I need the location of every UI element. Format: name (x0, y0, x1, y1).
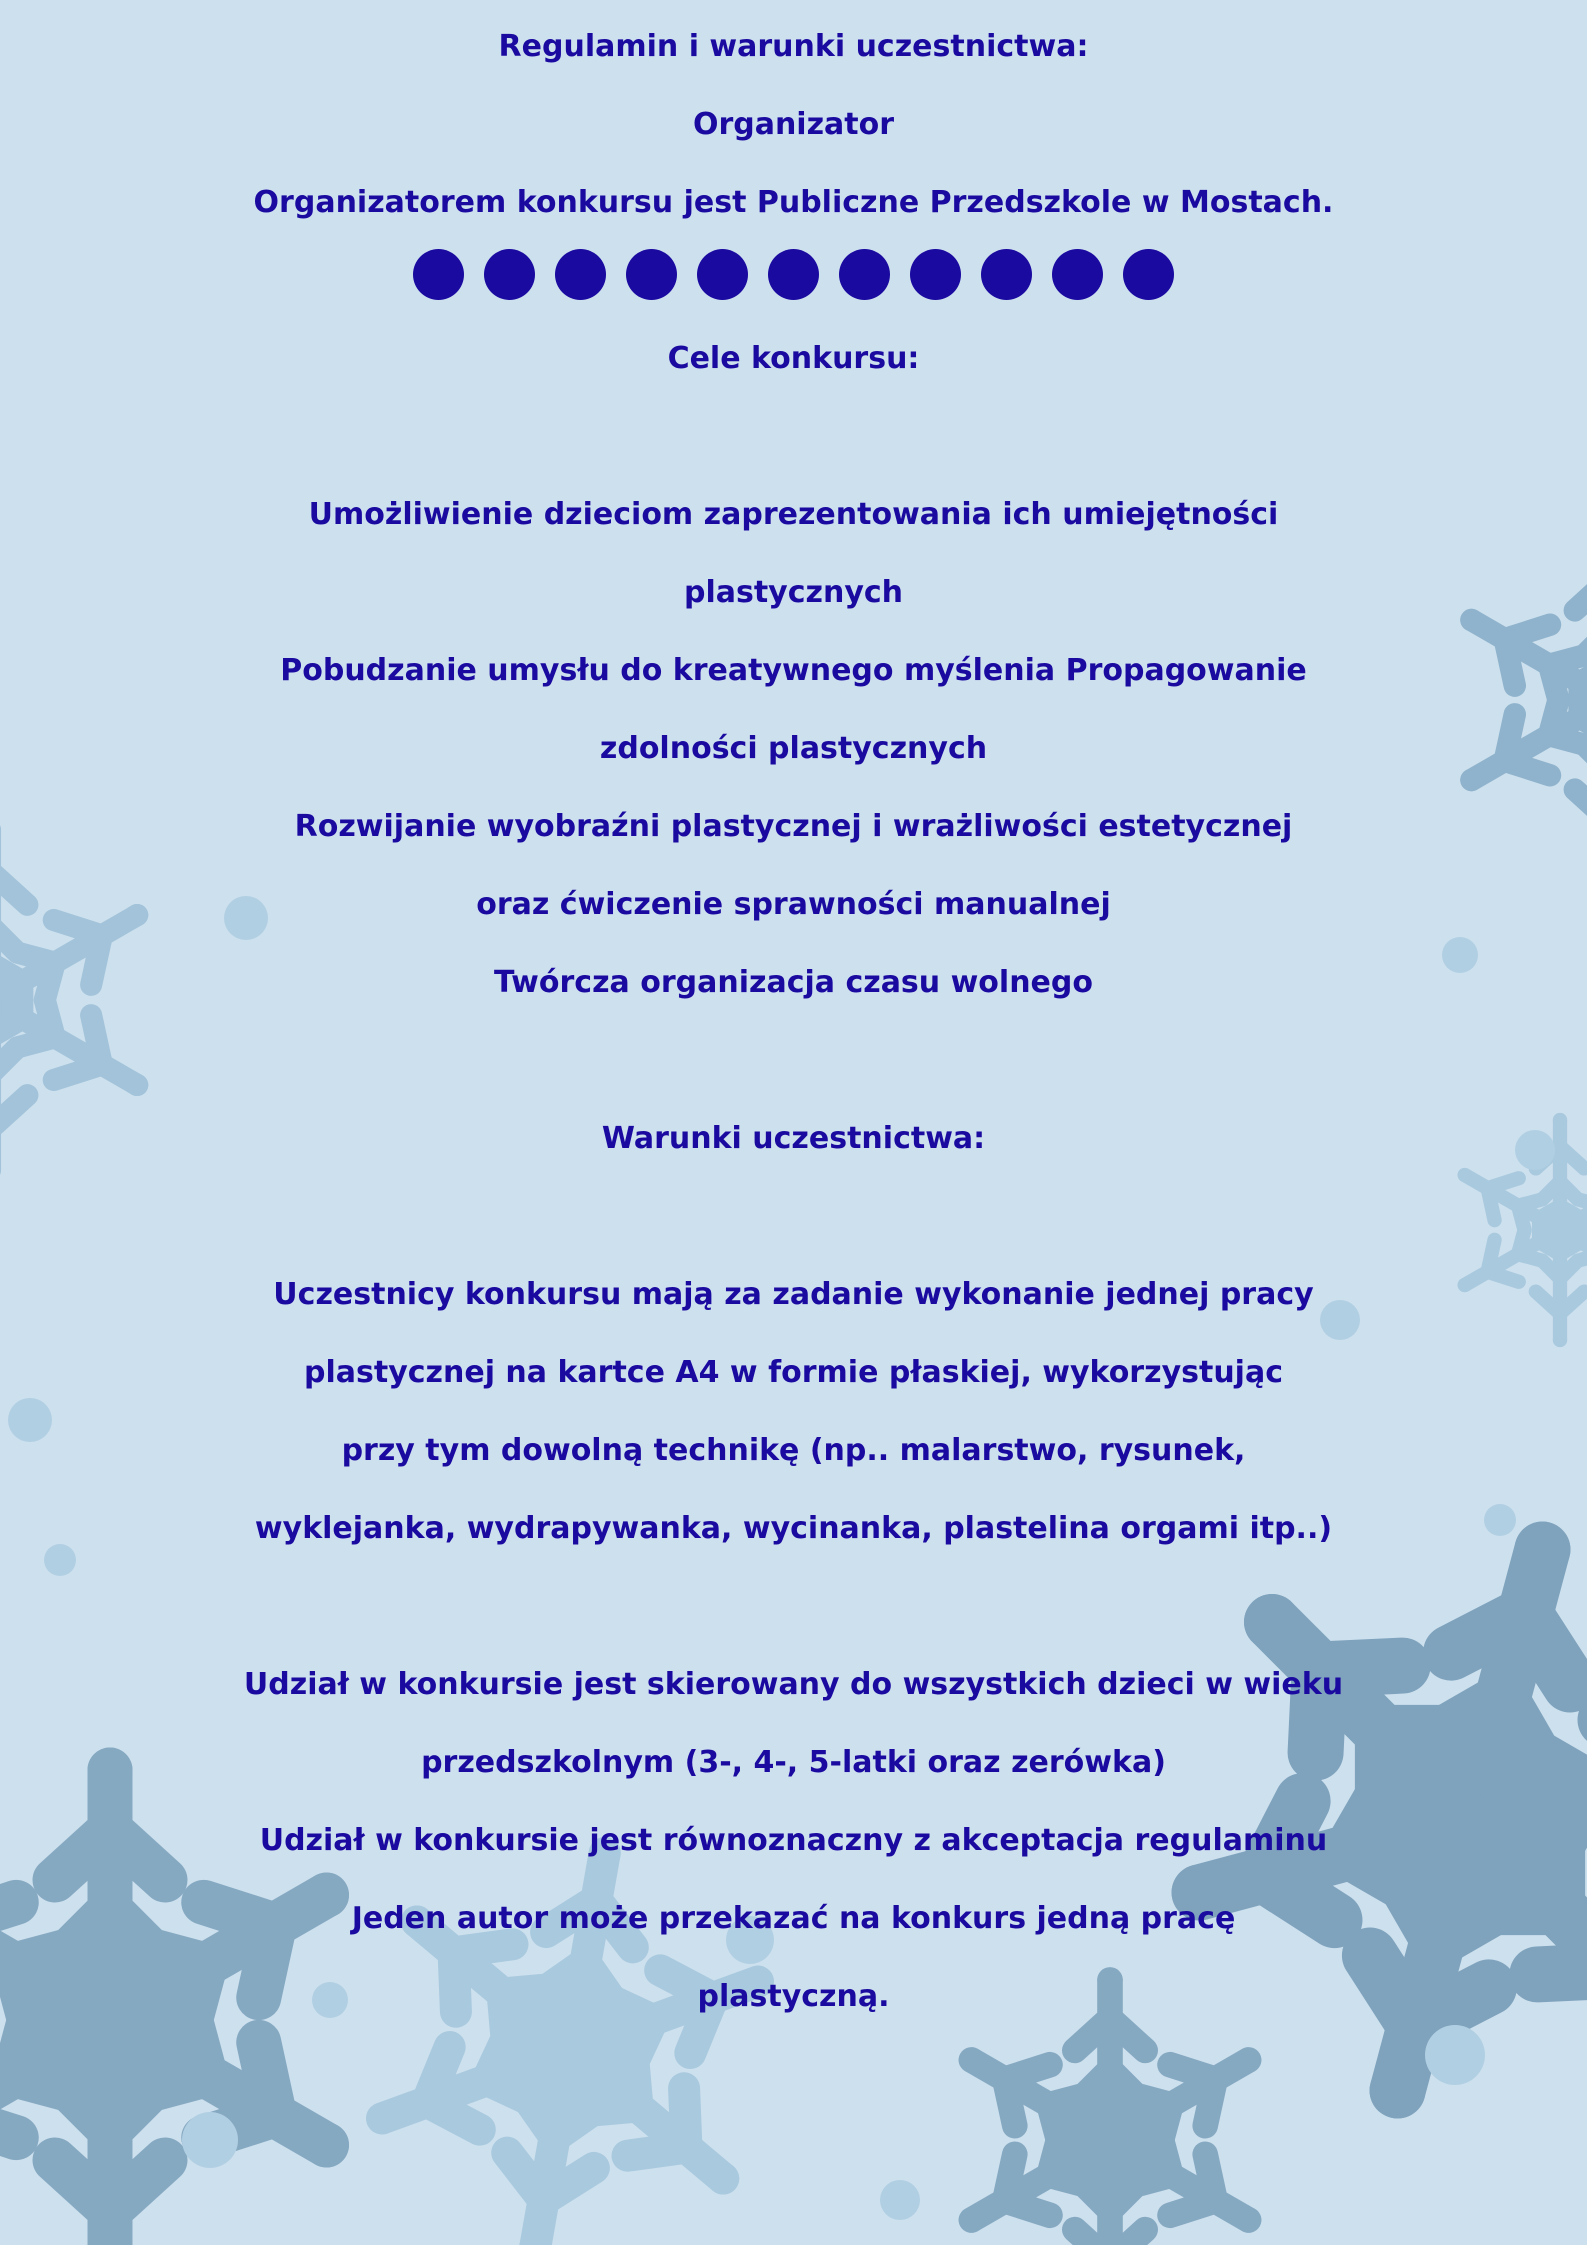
page-title: Regulamin i warunki uczestnictwa: (498, 29, 1089, 64)
conditions-line: przy tym dowolną technikę (np.. malarstwo, rysunek, (341, 1433, 1246, 1468)
conditions-line: Udział w konkursie jest skierowany do wszystkich dzieci w wieku (243, 1667, 1344, 1702)
divider-dot (484, 249, 535, 300)
goal-line: oraz ćwiczenie sprawności manualnej (476, 887, 1111, 922)
conditions-line: Jeden autor może przekazać na konkurs jedną pracę (351, 1901, 1236, 1936)
divider-dot (555, 249, 606, 300)
dot-divider (0, 249, 1587, 303)
divider-dot (626, 249, 677, 300)
divider-dot (413, 249, 464, 300)
conditions-line: wyklejanka, wydrapywanka, wycinanka, plastelina orgami itp..) (254, 1511, 1333, 1546)
goals-heading: Cele konkursu: (667, 341, 920, 376)
divider-dot (910, 249, 961, 300)
goal-line: plastycznych (683, 575, 904, 610)
conditions-heading: Warunki uczestnictwa: (601, 1121, 986, 1156)
conditions-line: plastyczną. (697, 1979, 890, 2014)
divider-dot (1052, 249, 1103, 300)
divider-dot (839, 249, 890, 300)
divider-dot (768, 249, 819, 300)
organizer-text: Organizatorem konkursu jest Publiczne Przedszkole w Mostach. (253, 185, 1334, 220)
conditions-line: Udział w konkursie jest równoznaczny z akceptacja regulaminu (259, 1823, 1328, 1858)
goal-line: zdolności plastycznych (599, 731, 988, 766)
goal-line: Umożliwienie dzieciom zaprezentowania ich umiejętności (308, 497, 1279, 532)
divider-dot (1123, 249, 1174, 300)
organizer-heading: Organizator (692, 107, 895, 142)
conditions-line: plastycznej na kartce A4 w formie płaskiej, wykorzystując (304, 1355, 1283, 1390)
divider-dot (981, 249, 1032, 300)
goal-line: Pobudzanie umysłu do kreatywnego myślenia Propagowanie (280, 653, 1307, 688)
divider-dot (697, 249, 748, 300)
conditions-line: przedszkolnym (3-, 4-, 5-latki oraz zerówka) (421, 1745, 1166, 1780)
conditions-line: Uczestnicy konkursu mają za zadanie wykonanie jednej pracy (273, 1277, 1314, 1312)
goal-line: Rozwijanie wyobraźni plastycznej i wrażliwości estetycznej (294, 809, 1293, 844)
goal-line: Twórcza organizacja czasu wolnego (494, 965, 1093, 1000)
